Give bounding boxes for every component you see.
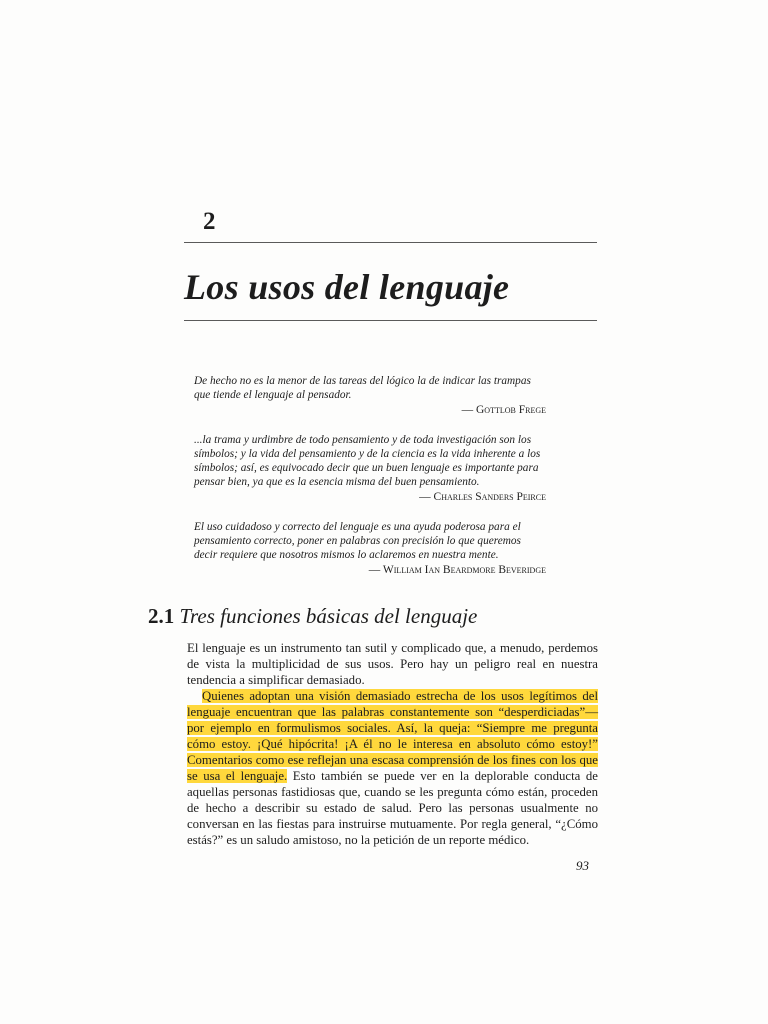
epigraph-attribution: — Charles Sanders Peirce — [419, 491, 546, 503]
epigraph-frege — [194, 374, 546, 417]
chapter-rule-bottom — [184, 320, 597, 321]
epigraph-attribution: — William Ian Beardmore Beveridge — [368, 564, 546, 576]
body-text — [187, 640, 598, 848]
section-heading — [148, 604, 477, 629]
paragraph-2 — [187, 688, 598, 848]
page-number: 93 — [576, 858, 589, 873]
paragraph-2-continuation: Esto también se puede ver en la deplorable conducta de aquellas personas fastidiosas que, cuando se les pregunta cómo están, proceden de hecho a describir su estado de salud. Pero las personas usualmente no conversan en las fiestas para instruirse mutuamente. Por regla general, “¿Cómo estás?” es un saludo amistoso, no la petición de un reporte médico. — [187, 769, 598, 847]
epigraph-text: De hecho no es la menor de las tareas del lógico la de indicar las trampas que tiende el lenguaje al pensador. — [194, 375, 531, 401]
section-number: 2.1 — [148, 604, 175, 628]
epigraph-peirce — [194, 433, 546, 504]
paragraph-1: El lenguaje es un instrumento tan sutil y complicado que, a menudo, perdemos de vista la multiplicidad de sus usos. Pero hay un peligro real en nuestra tendencia a simplificar demasiado. — [187, 641, 598, 687]
section-title: Tres funciones básicas del lenguaje — [179, 604, 478, 628]
chapter-rule-top — [184, 242, 597, 243]
epigraphs — [194, 374, 546, 593]
chapter-title: Los usos del lenguaje — [184, 267, 510, 307]
epigraph-text: ...la trama y urdimbre de todo pensamiento y de toda investigación son los símbolos; y la vida del pensamiento y de la ciencia es la vida inherente a los símbolos; así, es equivocado decir que un buen lenguaje es importante para pensar bien, ya que es la esencia misma del buen pensamiento. — [194, 434, 541, 488]
epigraph-attribution: — Gottlob Frege — [461, 404, 546, 416]
highlighted-passage[interactable]: Quienes adoptan una visión demasiado estrecha de los usos legítimos del lenguaje encuentran que las palabras constantemente son “desperdiciadas”—por ejemplo en formulismos sociales. Así, la queja: “Siempre me pregunta cómo estoy. ¡Qué hipócrita! ¡A él no le interesa en absoluto cómo estoy!” Comentarios como ese reflejan una escasa comprensión de los fines con los que se usa el lenguaje. — [187, 689, 598, 783]
epigraph-text: El uso cuidadoso y correcto del lenguaje es una ayuda poderosa para el pensamiento correcto, poner en palabras con precisión lo que queremos decir requiere que nosotros mismos lo aclaremos en nuestra mente. — [194, 521, 521, 561]
epigraph-beveridge — [194, 520, 546, 577]
chapter-number: 2 — [203, 208, 216, 235]
